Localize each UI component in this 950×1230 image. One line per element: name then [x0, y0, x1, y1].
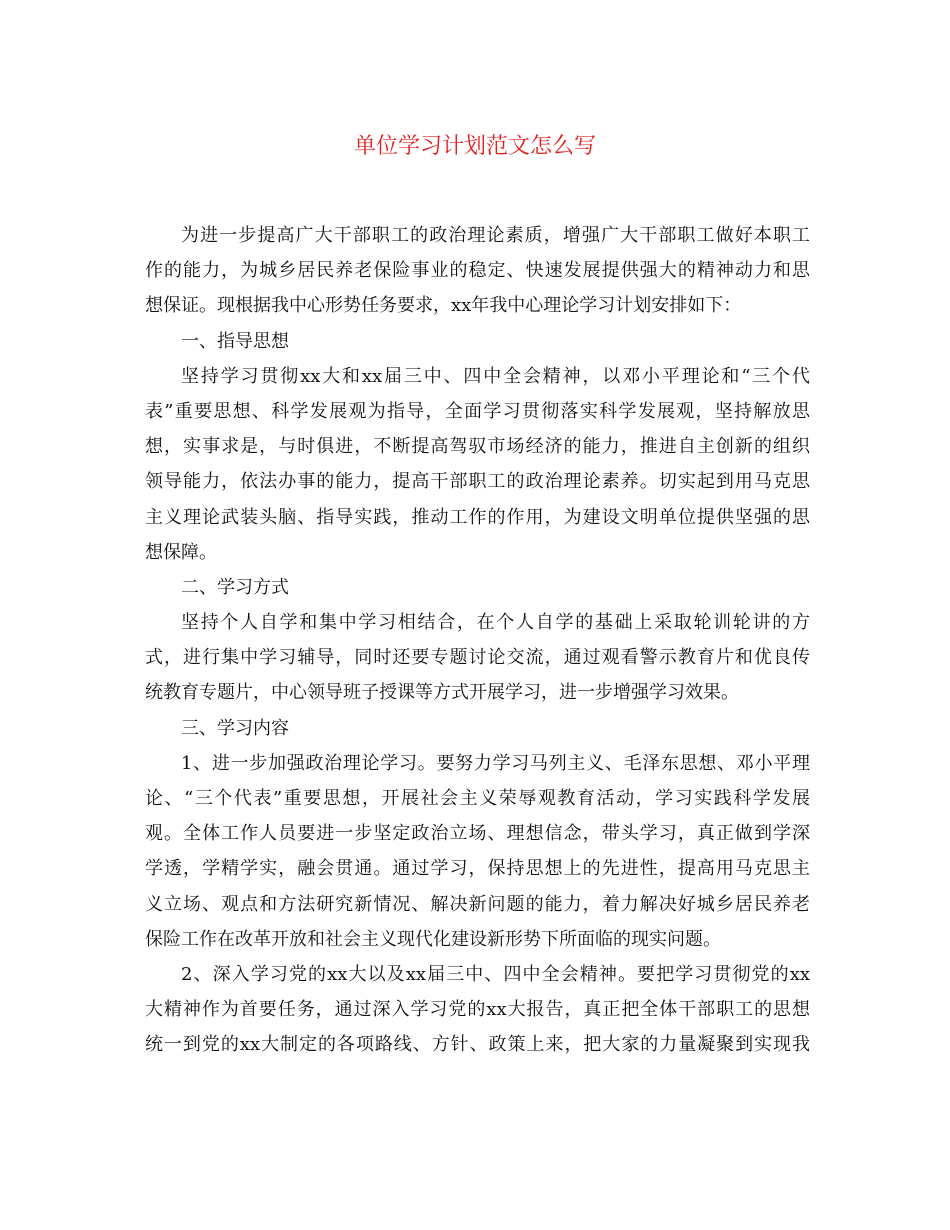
paragraph-line: 保险工作在改革开放和社会主义现代化建设新形势下所面临的现实问题。 [145, 928, 721, 950]
paragraph-line: 想，实事求是，与时俱进，不断提高驾驭市场经济的能力，推进自主创新的组织 [145, 436, 810, 458]
section-heading-text: 一、指导思想 [181, 330, 289, 352]
paragraph-line: 大精神作为首要任务，通过深入学习党的xx大报告，真正把全体干部职工的思想 [145, 999, 810, 1021]
paragraph-line: 1、进一步加强政治理论学习。要努力学习马列主义、毛泽东思想、邓小平理 [181, 752, 810, 774]
paragraph-line: 表”重要思想、科学发展观为指导，全面学习贯彻落实科学发展观，坚持解放思 [145, 400, 810, 422]
section-heading [145, 711, 810, 746]
paragraph-line: 坚持学习贯彻xx大和xx届三中、四中全会精神，以邓小平理论和“三个代 [181, 365, 810, 387]
paragraph-line: 统一到党的xx大制定的各项路线、方针、政策上来，把大家的力量凝聚到实现我 [145, 1034, 810, 1056]
section-heading-text: 三、学习内容 [181, 717, 289, 739]
paragraph-line: 统教育专题片，中心领导班子授课等方式开展学习，进一步增强学习效果。 [145, 682, 739, 704]
section-heading [145, 324, 810, 359]
section-heading-text: 二、学习方式 [181, 576, 289, 598]
paragraph-line: 想保证。现根据我中心形势任务要求，xx年我中心理论学习计划安排如下： [145, 295, 742, 317]
paragraph-line: 为进一步提高广大干部职工的政治理论素质，增强广大干部职工做好本职工 [181, 225, 810, 246]
document-title: 单位学习计划范文怎么写 [353, 134, 596, 159]
document-body [145, 218, 810, 1063]
paragraph-line: 式，进行集中学习辅导，同时还要专题讨论交流，通过观看警示教育片和优良传 [145, 647, 810, 669]
paragraph-line: 主义理论武装头脑、指导实践，推动工作的作用，为建设文明单位提供坚强的思 [145, 506, 810, 528]
paragraph [145, 605, 810, 711]
paragraph [145, 218, 810, 324]
paragraph-line: 领导能力，依法办事的能力，提高干部职工的政治理论素养。切实起到用马克思 [145, 471, 810, 493]
paragraph-line: 学透，学精学实，融会贯通。通过学习，保持思想上的先进性，提高用马克思主 [145, 858, 810, 880]
paragraph-line: 想保障。 [145, 541, 217, 563]
paragraph-line: 坚持个人自学和集中学习相结合，在个人自学的基础上采取轮训轮讲的方 [181, 612, 810, 634]
paragraph [145, 957, 810, 1063]
section-heading [145, 570, 810, 605]
paragraph [145, 746, 810, 957]
paragraph-line: 论、“三个代表”重要思想，开展社会主义荣辱观教育活动，学习实践科学发展 [145, 788, 810, 809]
paragraph-line: 作的能力，为城乡居民养老保险事业的稳定、快速发展提供强大的精神动力和思 [145, 260, 810, 282]
paragraph-line: 义立场、观点和方法研究新情况、解决新问题的能力，着力解决好城乡居民养老 [145, 893, 810, 915]
paragraph-line: 观。全体工作人员要进一步坚定政治立场、理想信念，带头学习，真正做到学深 [145, 823, 810, 845]
paragraph-line: 2、深入学习党的xx大以及xx届三中、四中全会精神。要把学习贯彻党的xx [181, 963, 810, 985]
paragraph [145, 359, 810, 570]
